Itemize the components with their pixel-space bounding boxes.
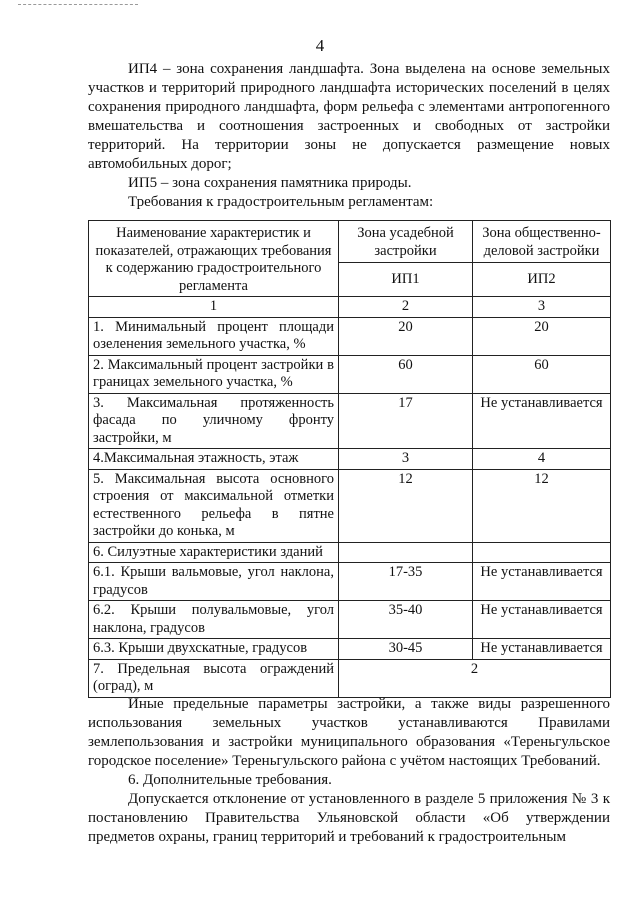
page-number: 4 (315, 36, 325, 55)
row-name: 6.2. Крыши полувальмовые, угол наклона, градусов (89, 601, 339, 639)
row-value-ip2: 20 (473, 317, 611, 355)
row-value-ip1: 20 (339, 317, 473, 355)
table-row (89, 469, 611, 542)
row-name: 6.1. Крыши вальмовые, угол наклона, градусов (89, 563, 339, 601)
table-row (89, 563, 611, 601)
scan-artifact (18, 4, 138, 9)
row-value-ip2: Не устанавливается (473, 639, 611, 660)
column-number: 1 (89, 297, 339, 318)
row-name: 5. Максимальная высота основного строения от максимальной отметки естественного рельефа в пятне застройки до конька, м (89, 469, 339, 542)
table-row (89, 355, 611, 393)
paragraph-ip5: ИП5 – зона сохранения памятника природы. (128, 175, 412, 191)
regulations-table (88, 220, 611, 698)
row-name: 2. Максимальный процент застройки в границах земельного участка, % (89, 355, 339, 393)
table-header-row (89, 221, 611, 263)
paragraph-section-heading: 6. Дополнительные требования. (128, 772, 332, 788)
paragraph-other-parameters: Иные предельные параметры застройки, а также виды разрешенного использования земельных участков устанавливаются Правилами землепользования и застройки муниципального образования «Тереньгульское городское поселение» Тереньгульского района с учётом настоящих Требований. (88, 696, 610, 769)
row-value-ip2: 60 (473, 355, 611, 393)
row-value-ip1: 17-35 (339, 563, 473, 601)
row-value-ip1: 30-45 (339, 639, 473, 660)
paragraph-deviation: Допускается отклонение от установленного в разделе 5 приложения № 3 к постановлению Правительства Ульяновской области «Об утверждении предметов охраны, границ территорий и требований к градостроительным (88, 791, 610, 845)
row-value-ip2 (473, 542, 611, 563)
column-number: 2 (339, 297, 473, 318)
table-row (89, 659, 611, 697)
table-row (89, 542, 611, 563)
table-row (89, 317, 611, 355)
row-value-merged: 2 (339, 659, 611, 697)
column-number: 3 (473, 297, 611, 318)
intro-section (88, 60, 610, 212)
paragraph-requirements-heading: Требования к градостроительным регламентам: (128, 194, 434, 210)
row-name: 1. Минимальный процент площади озеленения земельного участка, % (89, 317, 339, 355)
row-value-ip1: 35-40 (339, 601, 473, 639)
header-characteristics: Наименование характеристик и показателей, отражающих требования к содержанию градостроительного регламента (89, 221, 339, 297)
row-value-ip1: 3 (339, 449, 473, 470)
row-value-ip2: Не устанавливается (473, 563, 611, 601)
row-name: 3. Максимальная протяженность фасада по уличному фронту застройки, м (89, 393, 339, 449)
row-name: 6.3. Крыши двухскатные, градусов (89, 639, 339, 660)
row-value-ip2: Не устанавливается (473, 393, 611, 449)
table-row (89, 639, 611, 660)
table-row (89, 393, 611, 449)
outro-section (88, 695, 610, 847)
table-row (89, 601, 611, 639)
row-value-ip1: 17 (339, 393, 473, 449)
table-row (89, 449, 611, 470)
header-zone-ip2: Зона общественно-деловой застройки (473, 221, 611, 263)
row-value-ip2: 12 (473, 469, 611, 542)
row-name: 4.Максимальная этажность, этаж (89, 449, 339, 470)
header-code-ip2: ИП2 (473, 263, 611, 297)
row-value-ip1 (339, 542, 473, 563)
row-value-ip1: 60 (339, 355, 473, 393)
paragraph-ip4: ИП4 – зона сохранения ландшафта. Зона выделена на основе земельных участков и территорий природного ландшафта исторических поселений в целях сохранения природного ландшафта, форм рельефа с элементами антропогенного вмешательства и соотношения застроенных и свободных от застройки территорий. На территории зоны не допускается размещение новых автомобильных дорог; (88, 61, 610, 172)
row-value-ip1: 12 (339, 469, 473, 542)
row-name: 6. Силуэтные характеристики зданий (89, 542, 339, 563)
row-name: 7. Предельная высота ограждений (оград), м (89, 659, 339, 697)
column-number-row (89, 297, 611, 318)
row-value-ip2: Не устанавливается (473, 601, 611, 639)
row-value-ip2: 4 (473, 449, 611, 470)
header-code-ip1: ИП1 (339, 263, 473, 297)
header-zone-ip1: Зона усадебной застройки (339, 221, 473, 263)
